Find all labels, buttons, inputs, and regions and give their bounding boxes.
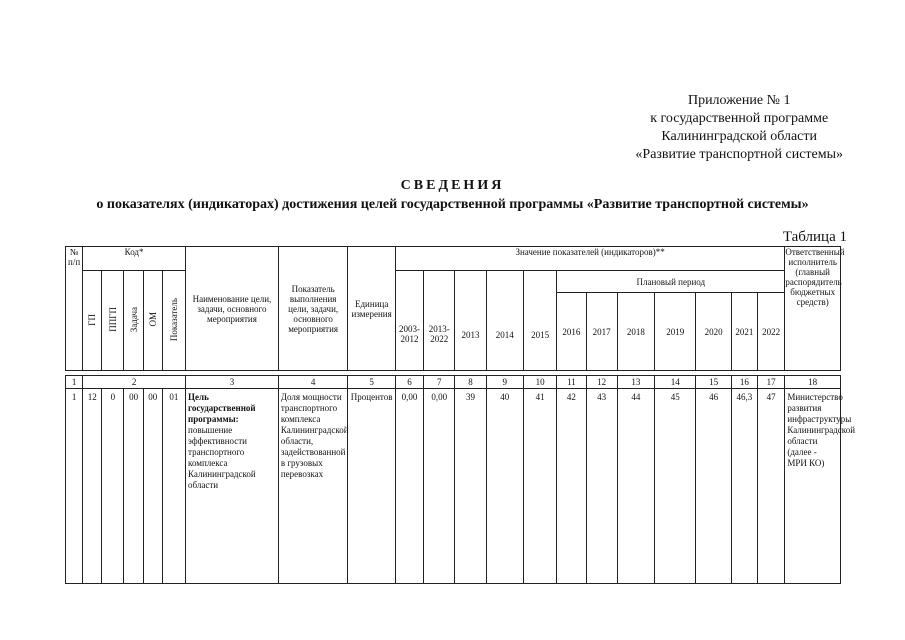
column-number: 1 [66,376,83,389]
row-value: 47 [757,389,784,584]
header-year: 2015 [523,271,556,371]
header-year: 2013-2022 [424,271,455,371]
header-code-om: ОМ [143,271,162,371]
row-name [186,389,279,584]
goal-text: повышение эффективности транспортного комплекса Калининградской области [188,425,256,490]
header-name: Наименование цели, задачи, основного мероприятия [186,247,279,371]
column-number: 8 [455,376,486,389]
document-title: СВЕДЕНИЯ [400,178,505,193]
column-number: 12 [586,376,617,389]
header-year: 2013 [455,271,486,371]
row-value: 42 [557,389,586,584]
column-number: 18 [785,376,841,389]
column-number: 5 [348,376,395,389]
column-number: 10 [523,376,556,389]
row-code-ppgp: 0 [102,389,124,584]
appendix-line: «Развитие транспортной системы» [635,147,843,162]
document-subtitle: о показателях (индикаторах) достижения целей государственной программы «Развитие транспортной системы» [96,197,809,212]
table-label: Таблица 1 [782,229,847,245]
header-year: 2019 [655,293,696,371]
row-unit: Процентов [348,389,395,584]
column-number: 16 [731,376,757,389]
row-value: 44 [617,389,654,584]
indicators-table [65,246,856,584]
column-number: 17 [757,376,784,389]
header-code-indicator: Показатель [162,271,185,371]
column-number: 11 [557,376,586,389]
header-unit: Единица измерения [348,247,395,371]
goal-label: Цель государственной программы: [188,392,256,424]
appendix-line: к государственной программе [650,111,829,126]
header-year: 2016 [557,293,586,371]
header-code: Код* [83,247,186,271]
header-year: 2020 [696,293,731,371]
column-number: 6 [395,376,423,389]
column-number: 14 [655,376,696,389]
header-year: 2017 [586,293,617,371]
column-number: 7 [424,376,455,389]
column-number: 3 [186,376,279,389]
column-number: 9 [486,376,523,389]
header-responsible: Ответственный исполнитель (главный распорядитель бюджетных средств) [785,247,841,371]
row-num: 1 [66,389,83,584]
header-indicator: Показатель выполнения цели, задачи, основного мероприятия [278,247,348,371]
column-number: 15 [696,376,731,389]
row-code-om: 00 [143,389,162,584]
header-year: 2022 [757,293,784,371]
appendix-line: Приложение № 1 [687,93,791,108]
header-plan-period: Плановый период [557,271,785,293]
header-code-gp: ГП [83,271,102,371]
row-value: 46 [696,389,731,584]
column-number: 2 [83,376,186,389]
table-row [66,389,841,584]
row-code-gp: 12 [83,389,102,584]
header-year: 2014 [486,271,523,371]
appendix-line: Калининградской области [661,129,818,144]
row-value: 45 [655,389,696,584]
row-responsible: Министерство развития инфраструктуры Калининградской области (далее - МРИ КО) [785,389,841,584]
row-code-task: 00 [124,389,143,584]
header-num: № п/п [66,247,83,371]
appendix-block [635,92,843,164]
column-number-row [66,376,841,389]
row-value: 0,00 [395,389,423,584]
row-value: 39 [455,389,486,584]
header-year: 2021 [731,293,757,371]
row-indicator: Доля мощности транспортного комплекса Калининградской области, задействованной в грузовых перевозках [278,389,348,584]
header-values: Значение показателей (индикаторов)** [395,247,784,271]
header-year: 2003-2012 [395,271,423,371]
row-value: 41 [523,389,556,584]
row-value: 40 [486,389,523,584]
row-value: 43 [586,389,617,584]
row-code-indicator: 01 [162,389,185,584]
header-code-ppgp: ППГП [102,271,124,371]
column-number: 13 [617,376,654,389]
row-value: 0,00 [424,389,455,584]
header-code-task: Задача [124,271,143,371]
header-year: 2018 [617,293,654,371]
column-number: 4 [278,376,348,389]
row-value: 46,3 [731,389,757,584]
